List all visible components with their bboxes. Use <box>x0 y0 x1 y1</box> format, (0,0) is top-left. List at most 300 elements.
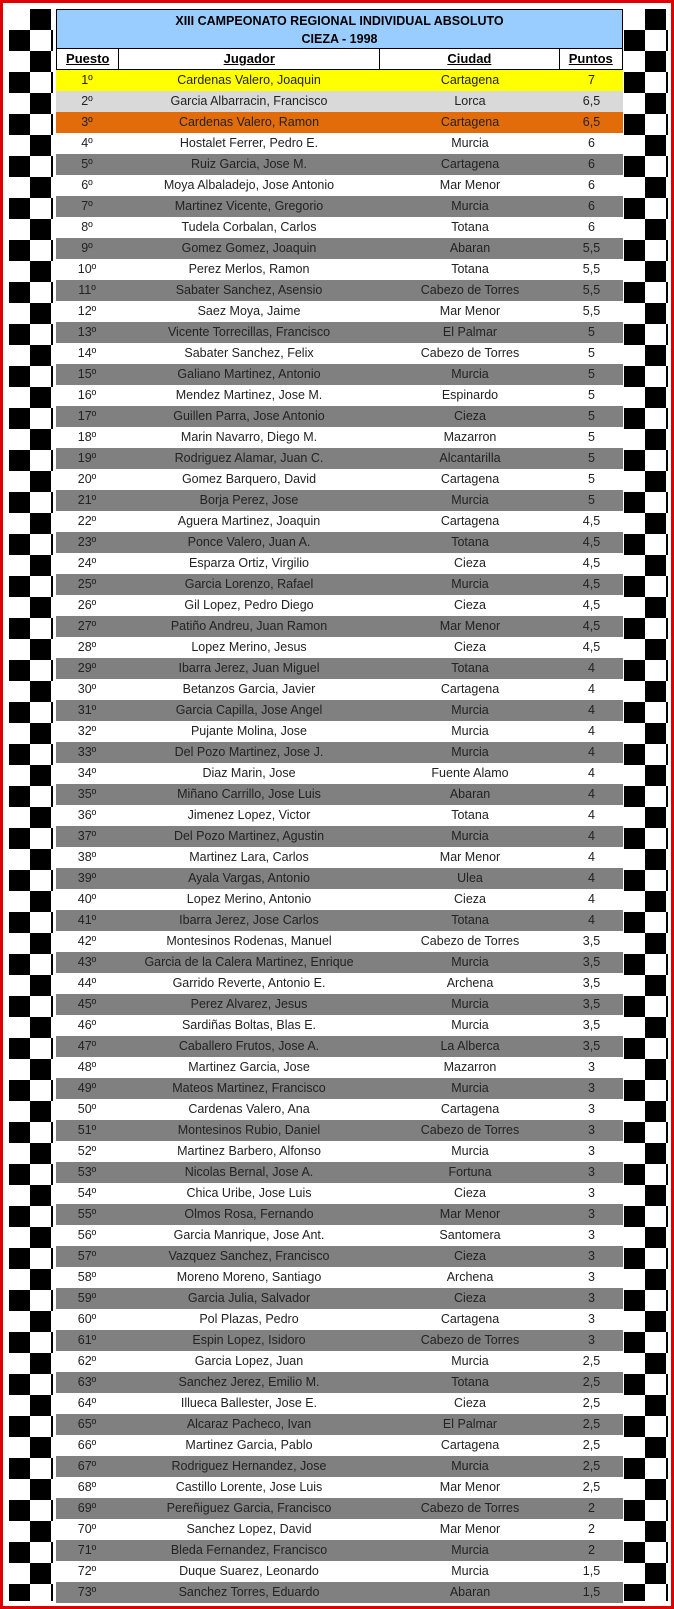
cell-jugador: Bleda Fernandez, Francisco <box>170 1543 328 1557</box>
cell-puntos: 5,5 <box>582 241 601 255</box>
table-row <box>56 280 623 301</box>
table-row <box>56 994 623 1015</box>
table-row <box>56 196 623 217</box>
cell-jugador: Perez Merlos, Ramon <box>188 262 310 276</box>
table-row <box>56 1057 623 1078</box>
table-row <box>56 847 623 868</box>
cell-ciudad: Mar Menor <box>439 1207 501 1221</box>
table-row <box>56 1351 623 1372</box>
cell-jugador: Del Pozo Martinez, Agustin <box>173 829 325 843</box>
table-row <box>56 1036 623 1057</box>
cell-puntos: 4 <box>588 850 595 864</box>
cell-puntos: 4,5 <box>582 640 601 654</box>
table-row <box>56 364 623 385</box>
cell-jugador: Marin Navarro, Diego M. <box>180 430 318 444</box>
cell-ciudad: Murcia <box>451 703 489 717</box>
cell-puesto: 61º <box>77 1333 97 1347</box>
cell-ciudad: Cartagena <box>440 1438 500 1452</box>
cell-puntos: 2 <box>588 1522 595 1536</box>
cell-jugador: Perez Alvarez, Jesus <box>190 997 308 1011</box>
table-row <box>56 91 623 112</box>
table-row <box>56 973 623 994</box>
cell-jugador: Del Pozo Martinez, Jose J. <box>174 745 324 759</box>
cell-puesto: 25º <box>77 577 97 591</box>
cell-puesto: 41º <box>77 913 97 927</box>
cell-jugador: Mendez Martinez, Jose M. <box>175 388 323 402</box>
cell-jugador: Martinez Lara, Carlos <box>189 850 309 864</box>
table-row <box>56 343 623 364</box>
table-row <box>56 1393 623 1414</box>
cell-puntos: 3 <box>588 1081 595 1095</box>
cell-ciudad: Cabezo de Torres <box>420 1123 520 1137</box>
cell-jugador: Vazquez Sanchez, Francisco <box>168 1249 330 1263</box>
cell-puesto: 48º <box>77 1060 97 1074</box>
cell-puesto: 38º <box>77 850 97 864</box>
cell-puesto: 24º <box>77 556 97 570</box>
cell-puntos: 4,5 <box>582 598 601 612</box>
cell-puesto: 65º <box>77 1417 97 1431</box>
cell-puesto: 22º <box>77 514 97 528</box>
cell-puesto: 68º <box>77 1480 97 1494</box>
table-row <box>56 742 623 763</box>
cell-jugador: Garrido Reverte, Antonio E. <box>172 976 326 990</box>
cell-puntos: 3,5 <box>582 997 601 1011</box>
cell-ciudad: Murcia <box>451 1144 489 1158</box>
cell-jugador: Martinez Vicente, Gregorio <box>174 199 324 213</box>
cell-puesto: 3º <box>81 115 93 129</box>
cell-puntos: 1,5 <box>582 1585 601 1599</box>
cell-ciudad: Cieza <box>454 892 486 906</box>
cell-ciudad: Cieza <box>454 598 486 612</box>
cell-puntos: 2,5 <box>582 1375 601 1389</box>
table-body <box>56 70 623 1603</box>
cell-puesto: 39º <box>77 871 97 885</box>
cell-ciudad: Mar Menor <box>439 1522 501 1536</box>
table-row <box>56 889 623 910</box>
table-row <box>56 511 623 532</box>
cell-puntos: 4 <box>588 829 595 843</box>
cell-jugador: Castillo Lorente, Jose Luis <box>175 1480 323 1494</box>
cell-jugador: Chica Uribe, Jose Luis <box>186 1186 312 1200</box>
cell-ciudad: El Palmar <box>442 1417 498 1431</box>
cell-ciudad: Murcia <box>451 1081 489 1095</box>
table-row <box>56 616 623 637</box>
cell-ciudad: Cabezo de Torres <box>420 1501 520 1515</box>
cell-puntos: 2,5 <box>582 1459 601 1473</box>
cell-jugador: Mateos Martinez, Francisco <box>172 1081 326 1095</box>
table-row <box>56 931 623 952</box>
table-row <box>56 1225 623 1246</box>
table-title-block <box>56 9 623 49</box>
cell-puesto: 5º <box>81 157 93 171</box>
cell-puntos: 6 <box>588 178 595 192</box>
cell-jugador: Pereñiguez Garcia, Francisco <box>166 1501 332 1515</box>
cell-puntos: 5,5 <box>582 262 601 276</box>
cell-ciudad: Totana <box>451 1375 489 1389</box>
results-table <box>56 9 623 1603</box>
table-row <box>56 1456 623 1477</box>
cell-ciudad: Mar Menor <box>439 304 501 318</box>
table-row <box>56 1141 623 1162</box>
cell-puntos: 5 <box>588 409 595 423</box>
cell-puntos: 3 <box>588 1186 595 1200</box>
cell-ciudad: Abaran <box>449 1585 491 1599</box>
cell-puntos: 5,5 <box>582 283 601 297</box>
table-row <box>56 1078 623 1099</box>
table-row <box>56 1519 623 1540</box>
cell-jugador: Martinez Garcia, Jose <box>188 1060 310 1074</box>
cell-puntos: 6 <box>588 220 595 234</box>
table-row <box>56 595 623 616</box>
cell-jugador: Gomez Gomez, Joaquin <box>181 241 317 255</box>
table-row <box>56 574 623 595</box>
cell-puesto: 12º <box>77 304 97 318</box>
cell-jugador: Pol Plazas, Pedro <box>199 1312 299 1326</box>
table-row <box>56 1267 623 1288</box>
cell-ciudad: Cartagena <box>440 514 500 528</box>
cell-ciudad: Totana <box>451 808 489 822</box>
cell-ciudad: Alcantarilla <box>439 451 501 465</box>
cell-puesto: 31º <box>77 703 97 717</box>
cell-jugador: Saez Moya, Jaime <box>197 304 301 318</box>
cell-puesto: 72º <box>77 1564 97 1578</box>
cell-ciudad: Cieza <box>454 1291 486 1305</box>
cell-ciudad: Cieza <box>454 1186 486 1200</box>
table-row <box>56 532 623 553</box>
cell-jugador: Sanchez Torres, Eduardo <box>178 1585 320 1599</box>
table-header <box>56 49 623 70</box>
cell-ciudad: Mar Menor <box>439 619 501 633</box>
cell-ciudad: Murcia <box>451 955 489 969</box>
cell-puesto: 27º <box>77 619 97 633</box>
cell-jugador: Pujante Molina, Jose <box>190 724 308 738</box>
cell-jugador: Montesinos Rodenas, Manuel <box>166 934 332 948</box>
cell-ciudad: Mar Menor <box>439 178 501 192</box>
cell-jugador: Ruiz Garcia, Jose M. <box>190 157 307 171</box>
cell-puntos: 6 <box>588 157 595 171</box>
cell-puesto: 1º <box>81 73 93 87</box>
cell-puntos: 3 <box>588 1123 595 1137</box>
table-row <box>56 805 623 826</box>
cell-puntos: 3 <box>588 1144 595 1158</box>
cell-puesto: 36º <box>77 808 97 822</box>
cell-ciudad: Totana <box>451 262 489 276</box>
cell-ciudad: El Palmar <box>442 325 498 339</box>
cell-ciudad: Cartagena <box>440 472 500 486</box>
cell-jugador: Gomez Barquero, David <box>181 472 317 486</box>
table-row <box>56 448 623 469</box>
table-row <box>56 154 623 175</box>
cell-puntos: 5,5 <box>582 304 601 318</box>
cell-jugador: Garcia Manrique, Jose Ant. <box>173 1228 325 1242</box>
cell-jugador: Lopez Merino, Antonio <box>186 892 312 906</box>
cell-jugador: Sabater Sanchez, Felix <box>184 346 314 360</box>
cell-jugador: Caballero Frutos, Jose A. <box>178 1039 320 1053</box>
cell-ciudad: Cieza <box>454 640 486 654</box>
table-row <box>56 322 623 343</box>
table-row <box>56 1414 623 1435</box>
cell-jugador: Hostalet Ferrer, Pedro E. <box>179 136 319 150</box>
cell-ciudad: Totana <box>451 913 489 927</box>
table-row <box>56 553 623 574</box>
cell-puntos: 4,5 <box>582 514 601 528</box>
cell-jugador: Garcia Julia, Salvador <box>187 1291 311 1305</box>
cell-puesto: 8º <box>81 220 93 234</box>
cell-puntos: 4 <box>588 661 595 675</box>
cell-puntos: 3,5 <box>582 1039 601 1053</box>
cell-ciudad: Murcia <box>451 1018 489 1032</box>
cell-puesto: 21º <box>77 493 97 507</box>
cell-puntos: 4,5 <box>582 619 601 633</box>
cell-jugador: Betanzos Garcia, Javier <box>182 682 316 696</box>
cell-ciudad: Cartagena <box>440 73 500 87</box>
cell-puesto: 34º <box>77 766 97 780</box>
cell-ciudad: Mazarron <box>443 1060 497 1074</box>
cell-puntos: 5 <box>588 472 595 486</box>
cell-puesto: 7º <box>81 199 93 213</box>
cell-jugador: Aguera Martinez, Joaquin <box>177 514 321 528</box>
table-row <box>56 259 623 280</box>
cell-puntos: 4 <box>588 871 595 885</box>
table-row <box>56 112 623 133</box>
cell-puesto: 46º <box>77 1018 97 1032</box>
cell-jugador: Gil Lopez, Pedro Diego <box>184 598 314 612</box>
cell-puesto: 16º <box>77 388 97 402</box>
cell-ciudad: Cartagena <box>440 1102 500 1116</box>
cell-ciudad: Espinardo <box>441 388 499 402</box>
cell-puesto: 35º <box>77 787 97 801</box>
cell-jugador: Miñano Carrillo, Jose Luis <box>177 787 321 801</box>
cell-puntos: 4,5 <box>582 556 601 570</box>
cell-ciudad: Cabezo de Torres <box>420 283 520 297</box>
cell-ciudad: Cartagena <box>440 682 500 696</box>
cell-ciudad: Santomera <box>439 1228 501 1242</box>
table-row <box>56 217 623 238</box>
cell-puntos: 4 <box>588 892 595 906</box>
cell-puntos: 3 <box>588 1312 595 1326</box>
cell-puesto: 67º <box>77 1459 97 1473</box>
cell-jugador: Jimenez Lopez, Victor <box>187 808 311 822</box>
table-row <box>56 721 623 742</box>
cell-puesto: 32º <box>77 724 97 738</box>
cell-puesto: 2º <box>81 94 93 108</box>
cell-puesto: 10º <box>77 262 97 276</box>
cell-puntos: 2 <box>588 1543 595 1557</box>
cell-jugador: Rodriguez Hernandez, Jose <box>171 1459 327 1473</box>
cell-puntos: 3 <box>588 1102 595 1116</box>
cell-puntos: 4 <box>588 766 595 780</box>
cell-jugador: Garcia de la Calera Martinez, Enrique <box>144 955 354 969</box>
table-row <box>56 1204 623 1225</box>
cell-ciudad: Murcia <box>451 493 489 507</box>
cell-puesto: 58º <box>77 1270 97 1284</box>
cell-puntos: 3 <box>588 1165 595 1179</box>
cell-puesto: 40º <box>77 892 97 906</box>
cell-ciudad: Cartagena <box>440 1312 500 1326</box>
cell-ciudad: Totana <box>451 661 489 675</box>
table-row <box>56 1183 623 1204</box>
cell-ciudad: Murcia <box>451 577 489 591</box>
cell-ciudad: Mazarron <box>443 430 497 444</box>
cell-jugador: Sanchez Lopez, David <box>186 1522 312 1536</box>
table-row <box>56 1015 623 1036</box>
cell-puesto: 20º <box>77 472 97 486</box>
cell-jugador: Nicolas Bernal, Jose A. <box>184 1165 314 1179</box>
cell-jugador: Ibarra Jerez, Juan Miguel <box>178 661 320 675</box>
cell-puntos: 3,5 <box>582 1018 601 1032</box>
cell-puesto: 15º <box>77 367 97 381</box>
table-row <box>56 175 623 196</box>
cell-puntos: 2 <box>588 1501 595 1515</box>
table-row <box>56 637 623 658</box>
cell-puntos: 3 <box>588 1060 595 1074</box>
cell-puesto: 4º <box>81 136 93 150</box>
cell-puesto: 54º <box>77 1186 97 1200</box>
table-row <box>56 238 623 259</box>
cell-puntos: 2,5 <box>582 1438 601 1452</box>
cell-ciudad: Fuente Alamo <box>431 766 509 780</box>
cell-jugador: Garcia Albarracin, Francisco <box>170 94 328 108</box>
cell-jugador: Sanchez Jerez, Emilio M. <box>178 1375 320 1389</box>
cell-jugador: Diaz Marin, Jose <box>202 766 296 780</box>
table-row <box>56 1309 623 1330</box>
cell-ciudad: Cieza <box>454 556 486 570</box>
table-row <box>56 406 623 427</box>
cell-puntos: 4 <box>588 808 595 822</box>
cell-jugador: Garcia Lopez, Juan <box>194 1354 304 1368</box>
cell-jugador: Garcia Lorenzo, Rafael <box>184 577 314 591</box>
cell-puntos: 3 <box>588 1207 595 1221</box>
cell-puntos: 4 <box>588 703 595 717</box>
cell-ciudad: Cieza <box>454 1396 486 1410</box>
cell-puntos: 2,5 <box>582 1396 601 1410</box>
cell-puesto: 42º <box>77 934 97 948</box>
cell-jugador: Martinez Garcia, Pablo <box>185 1438 313 1452</box>
cell-jugador: Cardenas Valero, Ramon <box>178 115 320 129</box>
cell-ciudad: Murcia <box>451 1564 489 1578</box>
cell-jugador: Cardenas Valero, Ana <box>188 1102 310 1116</box>
cell-puntos: 4 <box>588 913 595 927</box>
table-row <box>56 700 623 721</box>
table-row <box>56 385 623 406</box>
cell-puntos: 4 <box>588 787 595 801</box>
header-jugador: Jugador <box>119 49 380 69</box>
cell-puesto: 37º <box>77 829 97 843</box>
cell-puntos: 6 <box>588 199 595 213</box>
cell-puntos: 2,5 <box>582 1417 601 1431</box>
cell-puntos: 5 <box>588 325 595 339</box>
cell-puesto: 14º <box>77 346 97 360</box>
cell-jugador: Alcaraz Pacheco, Ivan <box>186 1417 312 1431</box>
cell-ciudad: Mar Menor <box>439 850 501 864</box>
cell-puntos: 6,5 <box>582 115 601 129</box>
cell-ciudad: Murcia <box>451 829 489 843</box>
checkered-border-right <box>624 9 668 1601</box>
table-row <box>56 1582 623 1603</box>
cell-ciudad: Murcia <box>451 1354 489 1368</box>
cell-puesto: 19º <box>77 451 97 465</box>
cell-ciudad: Murcia <box>451 724 489 738</box>
cell-puntos: 3 <box>588 1291 595 1305</box>
cell-puntos: 6,5 <box>582 94 601 108</box>
checkered-border-left <box>9 9 53 1601</box>
cell-puesto: 73º <box>77 1585 97 1599</box>
cell-puntos: 5 <box>588 451 595 465</box>
table-row <box>56 490 623 511</box>
cell-ciudad: Cabezo de Torres <box>420 346 520 360</box>
table-row <box>56 1435 623 1456</box>
cell-puesto: 51º <box>77 1123 97 1137</box>
cell-jugador: Duque Suarez, Leonardo <box>179 1564 319 1578</box>
table-row <box>56 1498 623 1519</box>
cell-puesto: 23º <box>77 535 97 549</box>
table-row <box>56 70 623 91</box>
table-row <box>56 1372 623 1393</box>
cell-puntos: 2,5 <box>582 1480 601 1494</box>
cell-ciudad: Murcia <box>451 745 489 759</box>
cell-ciudad: Murcia <box>451 1459 489 1473</box>
cell-puesto: 69º <box>77 1501 97 1515</box>
cell-ciudad: Fortuna <box>448 1165 492 1179</box>
table-row <box>56 1540 623 1561</box>
table-row <box>56 427 623 448</box>
table-row <box>56 1162 623 1183</box>
cell-puntos: 5 <box>588 430 595 444</box>
table-row <box>56 1099 623 1120</box>
cell-puntos: 4 <box>588 745 595 759</box>
cell-ciudad: Archena <box>446 1270 494 1284</box>
cell-puntos: 3 <box>588 1249 595 1263</box>
cell-ciudad: Murcia <box>451 1543 489 1557</box>
header-puntos: Puntos <box>568 51 613 66</box>
cell-ciudad: Murcia <box>451 367 489 381</box>
table-row <box>56 1561 623 1582</box>
table-row <box>56 826 623 847</box>
cell-puesto: 45º <box>77 997 97 1011</box>
cell-puntos: 2,5 <box>582 1354 601 1368</box>
cell-puntos: 3 <box>588 1333 595 1347</box>
cell-ciudad: Totana <box>451 535 489 549</box>
table-row <box>56 1330 623 1351</box>
cell-ciudad: Murcia <box>451 199 489 213</box>
cell-jugador: Illueca Ballester, Jose E. <box>180 1396 318 1410</box>
cell-ciudad: Archena <box>446 976 494 990</box>
cell-puntos: 4,5 <box>582 577 601 591</box>
cell-puesto: 29º <box>77 661 97 675</box>
cell-puesto: 44º <box>77 976 97 990</box>
cell-jugador: Moya Albaladejo, Jose Antonio <box>163 178 335 192</box>
cell-puntos: 1,5 <box>582 1564 601 1578</box>
cell-puesto: 59º <box>77 1291 97 1305</box>
cell-puntos: 4 <box>588 724 595 738</box>
cell-jugador: Olmos Rosa, Fernando <box>184 1207 314 1221</box>
cell-puesto: 18º <box>77 430 97 444</box>
cell-jugador: Martinez Barbero, Alfonso <box>177 1144 321 1158</box>
cell-puesto: 9º <box>81 241 93 255</box>
table-row <box>56 658 623 679</box>
cell-puesto: 66º <box>77 1438 97 1452</box>
cell-puesto: 43º <box>77 955 97 969</box>
cell-jugador: Lopez Merino, Jesus <box>191 640 307 654</box>
cell-puesto: 52º <box>77 1144 97 1158</box>
cell-ciudad: Cieza <box>454 1249 486 1263</box>
cell-jugador: Patiño Andreu, Juan Ramon <box>170 619 328 633</box>
cell-ciudad: Cieza <box>454 409 486 423</box>
cell-ciudad: Cabezo de Torres <box>420 934 520 948</box>
tournament-subtitle: CIEZA - 1998 <box>301 32 378 46</box>
cell-puesto: 71º <box>77 1543 97 1557</box>
cell-ciudad: Mar Menor <box>439 1480 501 1494</box>
